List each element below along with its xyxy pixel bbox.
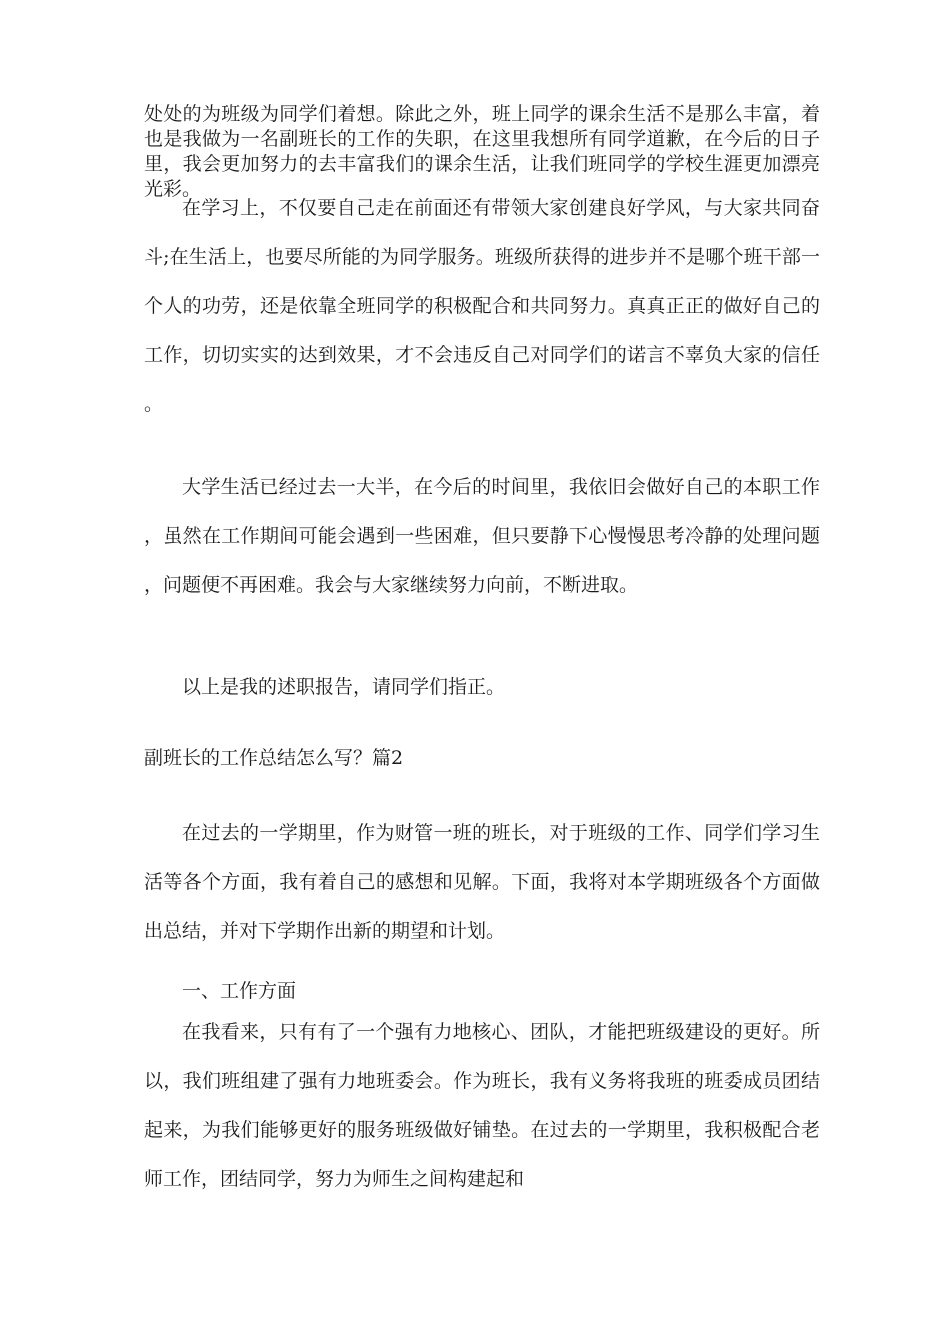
paragraph-future-work: 大学生活已经过去一大半，在今后的时间里，我依旧会做好自己的本职工作，虽然在工作期间可能会遇到一些困难，但只要静下心慢慢思考冷静的处理问题，问题便不再困难。我会与大家继续努力向前，不断进取。 xyxy=(144,476,820,596)
paragraph-study-life: 在学习上，不仅要自己走在前面还有带领大家创建良好学风，与大家共同奋斗;在生活上，也要尽所能的为同学服务。班级所获得的进步并不是哪个班干部一个人的功劳，还是依靠全班同学的积极配合和共同努力。真真正正的做好自己的工作，切切实实的达到效果，才不会违反自己对同学们的诺言不辜负大家的信任。 xyxy=(144,197,820,415)
paragraph-work-details: 在我看来，只有有了一个强有力地核心、团队，才能把班级建设的更好。所以，我们班组建了强有力地班委会。作为班长，我有义务将我班的班委成员团结起来，为我们能够更好的服务班级做好铺垫。在过去的一学期里，我积极配合老师工作，团结同学，努力为师生之间构建起和 xyxy=(144,1021,820,1190)
paragraph-continued: 处处的为班级为同学们着想。除此之外，班上同学的课余生活不是那么丰富，着也是我做为一名副班长的工作的失职，在这里我想所有同学道歉，在今后的日子里，我会更加努力的去丰富我们的课余生活，让我们班同学的学校生涯更加漂亮光彩。 xyxy=(144,103,820,200)
section-heading: 副班长的工作总结怎么写？篇2 xyxy=(144,747,404,769)
paragraph-closing: 以上是我的述职报告，请同学们指正。 xyxy=(182,676,506,698)
subheading-work: 一、工作方面 xyxy=(182,980,297,1002)
paragraph-intro: 在过去的一学期里，作为财管一班的班长，对于班级的工作、同学们学习生活等各个方面，我有着自己的感想和见解。下面，我将对本学期班级各个方面做出总结，并对下学期作出新的期望和计划。 xyxy=(144,822,820,942)
